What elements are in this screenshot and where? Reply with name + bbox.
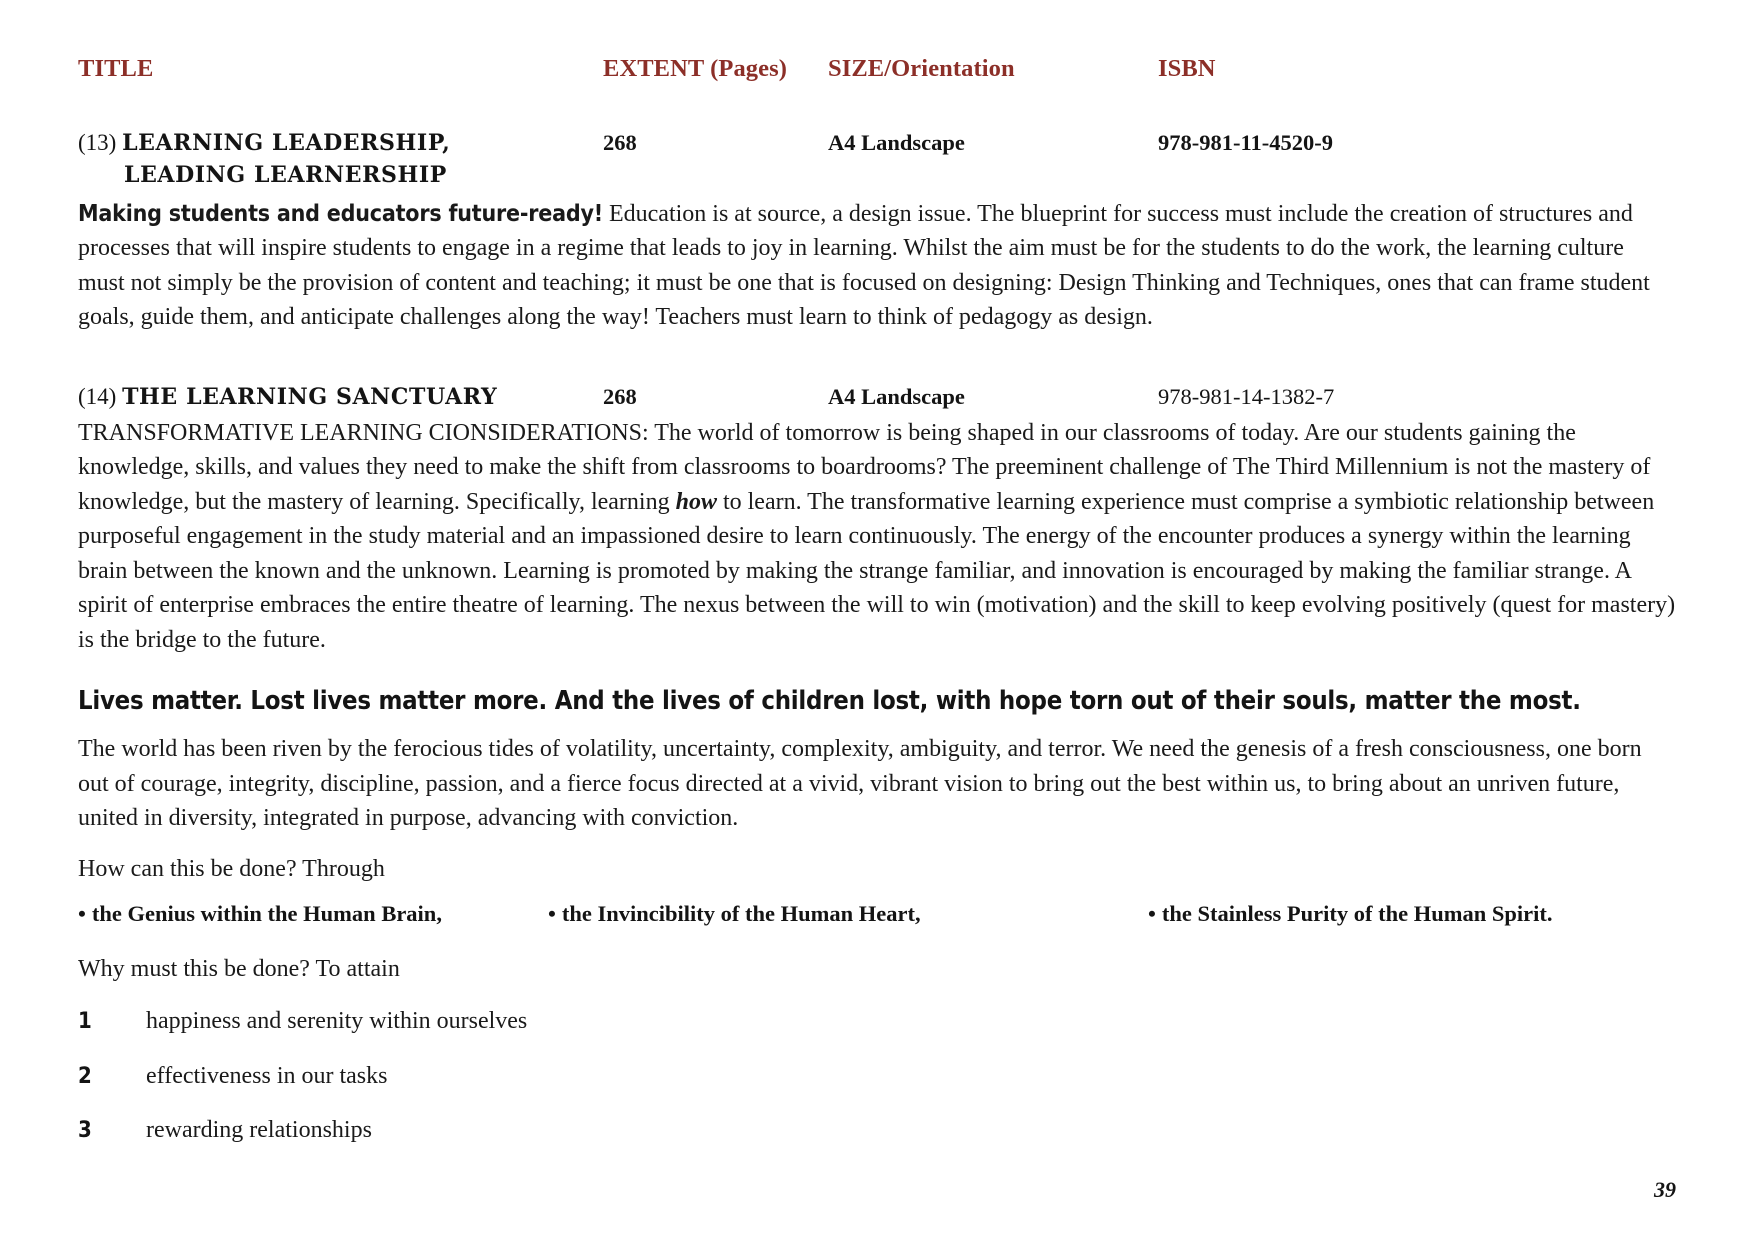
entry-14-title-line-1: THE LEARNING SANCTUARY bbox=[122, 384, 498, 411]
numbered-list-item bbox=[78, 1004, 1676, 1039]
entry-13-size: A4 Landscape bbox=[828, 129, 965, 155]
entry-13-title-line-1: LEARNING LEADERSHIP, bbox=[122, 129, 451, 156]
entry-13-description bbox=[78, 197, 1676, 335]
bullet-glyph-icon: • bbox=[548, 901, 556, 927]
bullet-glyph-icon: • bbox=[78, 901, 86, 927]
catalogue-entry-14-row bbox=[78, 381, 1676, 414]
bullet-item-1 bbox=[78, 898, 548, 930]
entry-13-isbn: 978-981-11-4520-9 bbox=[1158, 129, 1333, 155]
column-header-size: SIZE/Orientation bbox=[828, 55, 1015, 82]
numbered-list-item-1-key: 1 bbox=[78, 1009, 92, 1035]
spacer bbox=[78, 716, 1676, 732]
table-header-row bbox=[78, 56, 1676, 83]
bullet-item-2 bbox=[548, 898, 1148, 930]
entry-14-number: (14) bbox=[78, 384, 117, 410]
entry-14-description bbox=[78, 416, 1676, 658]
statement-heading: Lives matter. Lost lives matter more. And the lives of children lost, with hope torn out of their souls, matter the most. bbox=[78, 685, 1581, 716]
entry-14-title bbox=[78, 381, 603, 414]
entry-14-description-emphasis: how bbox=[675, 488, 717, 515]
bullet-glyph-icon: • bbox=[1148, 901, 1156, 927]
bullet-item-3 bbox=[1148, 898, 1676, 930]
page-number: 39 bbox=[1654, 1177, 1676, 1202]
numbered-list-item-3-key: 3 bbox=[78, 1118, 92, 1144]
numbered-list-item bbox=[78, 1113, 1676, 1148]
entry-14-extent: 268 bbox=[603, 384, 637, 410]
spacer bbox=[78, 930, 1676, 952]
bullet-item-3-label: the Stainless Purity of the Human Spirit. bbox=[1161, 901, 1553, 927]
column-header-isbn: ISBN bbox=[1158, 55, 1216, 82]
entry-14-isbn: 978-981-14-1382-7 bbox=[1158, 384, 1335, 410]
numbered-list-item-2-value: effectiveness in our tasks bbox=[146, 1062, 388, 1089]
entry-13-number: (13) bbox=[78, 129, 117, 155]
entry-14-description-part-2: to learn. The transformative learning experience must comprise a symbiotic relationship between purposeful engagement in the study material and an impassioned desire to learn continuously. The energy of the encounter produces a synergy within the learning brain between the known and the unknown. Learning is promoted by making the strange familiar, and innovation is encouraged by making the familiar strange. A spirit of enterprise embraces the entire theatre of learning. The nexus between the will to win (motivation) and the skill to keep evolving positively (quest for mastery) is the bridge to the future. bbox=[78, 488, 1676, 653]
bullet-item-2-label: the Invincibility of the Human Heart, bbox=[561, 901, 921, 927]
why-question: Why must this be done? To attain bbox=[78, 955, 400, 982]
bullet-list bbox=[78, 898, 1676, 930]
statement-paragraph: The world has been riven by the ferocious tides of volatility, uncertainty, complexity, ambiguity, and terror. We need the genesis of a fresh consciousness, one born out of courage, integrity, discipline, passion, and a fierce focus directed at a vivid, vibrant vision to bring out the best within us, to bring about an unriven future, united in diversity, integrated in purpose, advancing with conviction. bbox=[78, 736, 1642, 832]
spacer bbox=[78, 836, 1676, 852]
how-question: How can this be done? Through bbox=[78, 855, 385, 882]
entry-13-extent: 268 bbox=[603, 129, 637, 155]
numbered-list-item-2-key: 2 bbox=[78, 1063, 92, 1089]
entry-13-title bbox=[78, 127, 603, 191]
entry-13-title-line-2: LEADING LEARNERSHIP bbox=[124, 161, 447, 188]
numbered-list-item bbox=[78, 1059, 1676, 1094]
entry-13-lead-in: Making students and educators future-ready! bbox=[78, 200, 603, 227]
entry-13-description-text: Education is at source, a design issue. The blueprint for success must include the creation of structures and processes that will inspire students to engage in a regime that leads to joy in learning. Whilst the aim must be for the students to do the work, the learning culture must not simply be the provision of content and teaching; it must be one that is focused on designing: Design Thinking and Techniques, ones that can frame student goals, guide them, and anticipate challenges along the way! Teachers must learn to think of pedagogy as design. bbox=[78, 200, 1650, 331]
spacer bbox=[78, 986, 1676, 1004]
spacer bbox=[78, 335, 1676, 381]
entry-14-size: A4 Landscape bbox=[828, 384, 965, 410]
entry-14-description-part-1: TRANSFORMATIVE LEARNING CIONSIDERATIONS: The world of tomorrow is being shaped in our classrooms of today. Are our students gaining the knowledge, skills, and values they need to make the shift from classrooms to boardrooms? The preeminent challenge of The Third Millennium is not the mastery of knowledge, but the mastery of learning. Specifically, learning bbox=[78, 419, 1651, 515]
spacer bbox=[78, 658, 1676, 686]
spacer bbox=[78, 886, 1676, 898]
catalogue-entry-13-row bbox=[78, 127, 1676, 191]
column-header-extent: EXTENT (Pages) bbox=[603, 55, 788, 82]
bullet-item-1-label: the Genius within the Human Brain, bbox=[91, 901, 442, 927]
numbered-list-item-1-value: happiness and serenity within ourselves bbox=[146, 1008, 528, 1035]
numbered-list-item-3-value: rewarding relationships bbox=[146, 1117, 372, 1144]
column-header-title: TITLE bbox=[78, 55, 154, 82]
